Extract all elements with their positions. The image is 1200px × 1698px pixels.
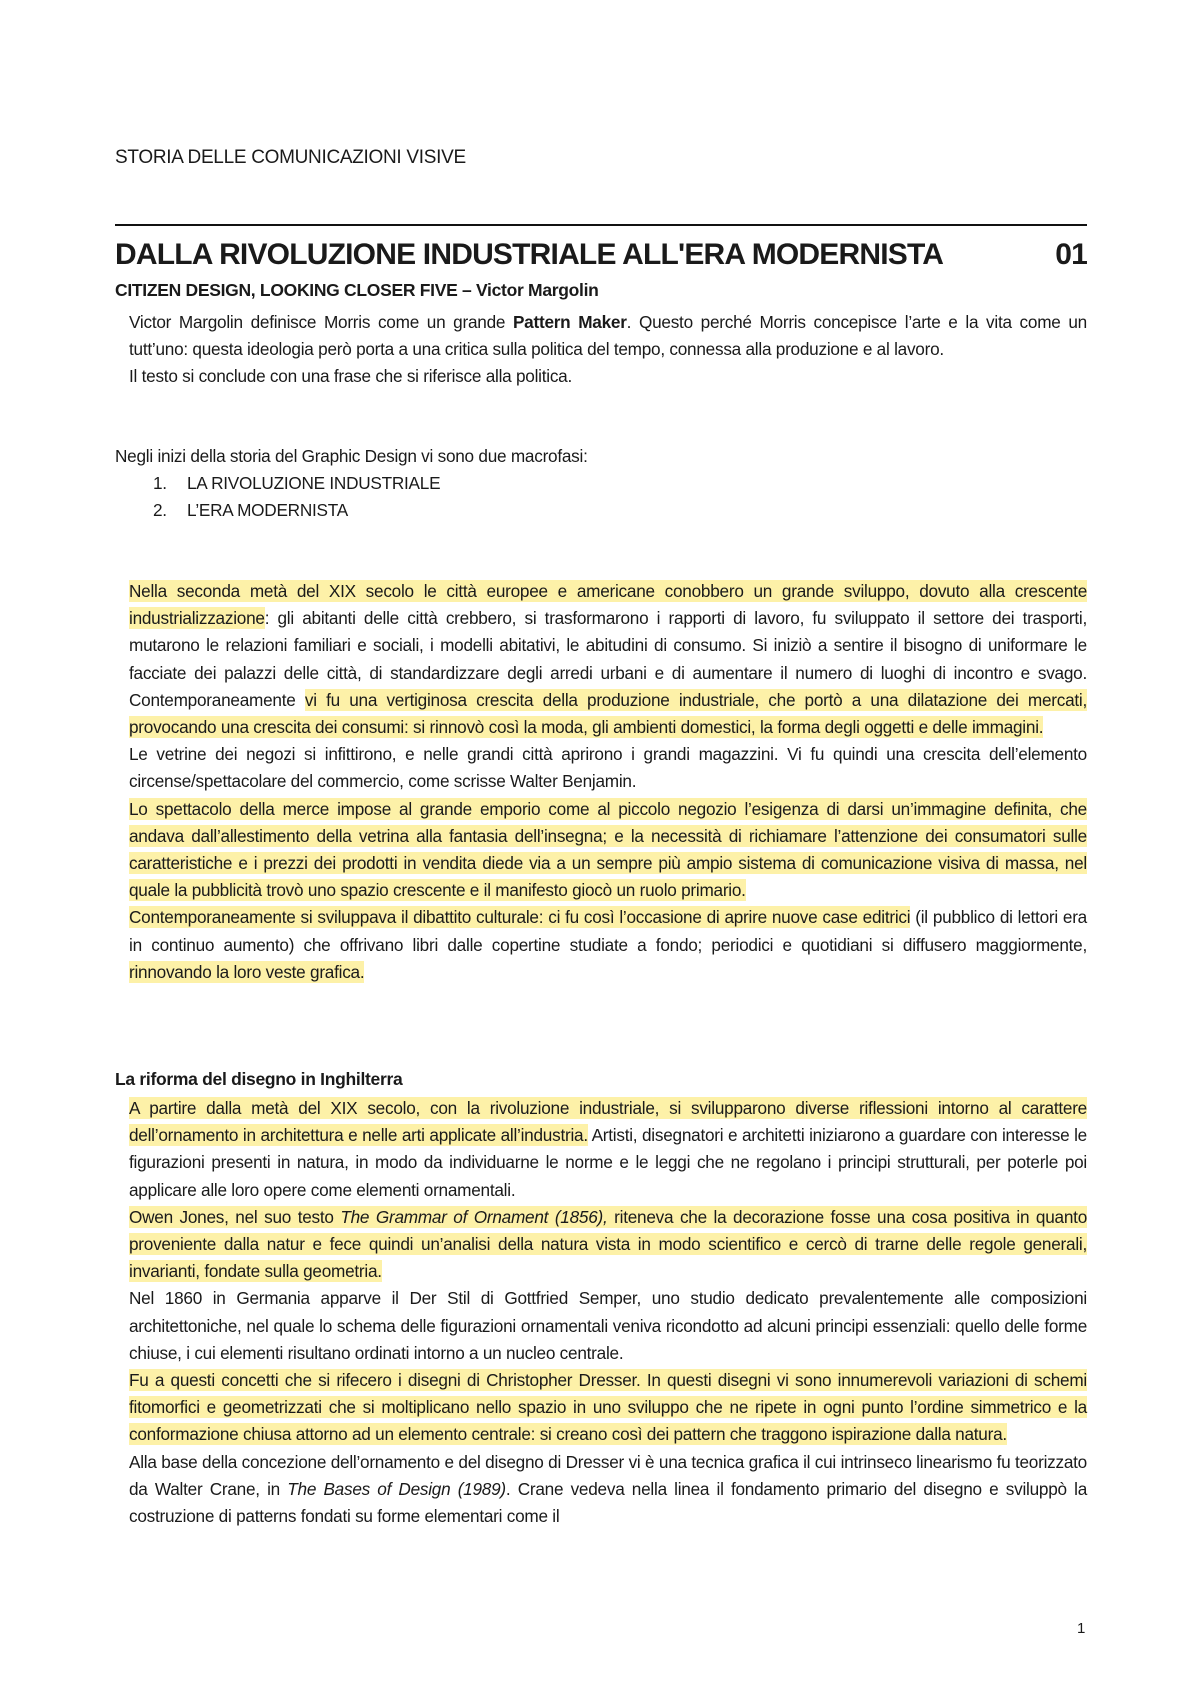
section2-block: [129, 1095, 1087, 1530]
list-item: 1. LA RIVOLUZIONE INDUSTRIALE: [153, 473, 441, 494]
chapter-heading: [115, 238, 1087, 272]
highlighted-text: Contemporaneamente si sviluppava il dibattito culturale: ci fu così l’occasione di aprire nuove case editrici: [129, 907, 911, 928]
reference-heading: CITIZEN DESIGN, LOOKING CLOSER FIVE – Victor Margolin: [115, 280, 599, 300]
highlighted-text: Fu a questi concetti che si rifecero i disegni di Christopher Dresser. In questi disegni vi sono innumerevoli variazioni di schemi fitomorfici e geometrizzati che si moltiplicano nello spazio in uno sviluppo che ne ripete in ogni punto l’ordine simmetrico e la conformazione chiusa attorno ad un elemento centrale: si creano così dei pattern che traggono ispirazione dalla natura.: [129, 1370, 1087, 1445]
phases-block: [115, 443, 1087, 525]
book-title: The Bases of Design (1989): [287, 1478, 506, 1499]
highlighted-text: Nella seconda metà del XIX secolo le città europee e americane conobbero un grande sviluppo, dovuto alla crescente industrializzazione: [129, 581, 1087, 629]
section1-paragraph-3: [129, 796, 1087, 905]
intro-paragraph-1: Victor Margolin definisce Morris come un grande Pattern Maker. Questo perché Morris concepisce l’arte e la vita come un tutt’uno: questa ideologia però porta a una critica sulla politica del tempo, connessa alla produzione e al lavoro.: [129, 312, 1087, 360]
phases-lead: Negli inizi della storia del Graphic Design vi sono due macrofasi:: [115, 446, 588, 466]
intro-paragraph-2: Il testo si conclude con una frase che si riferisce alla politica.: [129, 366, 573, 387]
list-item: 2. L’ERA MODERNISTA: [153, 500, 348, 521]
highlighted-text: Lo spettacolo della merce impose al grande emporio come al piccolo negozio l’esigenza di darsi un’immagine definita, che andava dall’allestimento della vetrina alla fantasia dell’insegna; e la necessità di richiamare l’attenzione dei consumatori sulle caratteristiche e i prezzi dei prodotti in vendita diede via a un sempre più ampio sistema di comunicazione visiva di massa, nel quale la pubblicità trovò uno spazio crescente e il manifesto giocò un ruolo primario.: [129, 798, 1087, 901]
section2-paragraph-5: Alla base della concezione dell’ornamento e del disegno di Dresser vi è una tecnica grafica il cui intrinseco linearismo fu teorizzato da Walter Crane, in The Bases of Design (1989). Crane vedeva nella linea il fondamento primario del disegno e sviluppò la costruzione di patterns fondati su forme elementari come il: [129, 1451, 1088, 1527]
section2-paragraph-1: A partire dalla metà del XIX secolo, con la rivoluzione industriale, si svilupparono diverse riflessioni intorno al carattere dell’ornamento in architettura e nelle arti applicate all’industria. Artisti, disegnatori e architetti iniziarono a guardare con interesse le figurazioni presenti in natura, in modo da individuarne le norme e le leggi che ne regolano i principi strutturali, per poterle poi applicare alle loro opere come elementi ornamentali.: [129, 1098, 1087, 1200]
section2-paragraph-3: Nel 1860 in Germania apparve il Der Stil di Gottfried Semper, uno studio dedicato prevalentemente alle composizioni architettoniche, nel quale lo schema delle figurazioni ornamentali veniva ricondotto ad alcuni principi essenziali: quello delle forme chiuse, i cui elementi risultano ordinati intorno a un nucleo centrale.: [129, 1288, 1087, 1363]
section2-paragraph-4: [129, 1367, 1087, 1449]
page-number: 1: [1077, 1620, 1086, 1637]
section2-paragraph-2: [129, 1204, 1087, 1286]
intro-block: [129, 309, 1087, 391]
section1-paragraph-2: Le vetrine dei negozi si infittirono, e nelle grandi città aprirono i grandi magazzini. Vi fu quindi una crescita dell’elemento circense/spettacolare del commercio, come scrisse Walter Benjamin.: [129, 744, 1087, 792]
highlighted-text: vi fu una vertiginosa crescita della produzione industriale, che portò a una dilatazione dei mercati, provocando una crescita dei consumi: si rinnovò così la moda, gli ambienti domestici, la forma degli oggetti e delle immagini.: [129, 689, 1087, 738]
highlighted-text: rinnovando la loro veste grafica.: [129, 961, 365, 982]
book-title: The Grammar of Ornament (1856),: [340, 1206, 608, 1227]
highlighted-text: Owen Jones, nel suo testo The Grammar of Ornament (1856), riteneva che la decorazione fosse una cosa positiva in quanto proveniente dalla natur e fece quindi un’analisi della natura vista in modo scientifico e cercò di trarne delle regole generali, invarianti, fondate sulla geometria.: [129, 1206, 1087, 1282]
chapter-number: 01: [1055, 238, 1087, 271]
course-title: STORIA DELLE COMUNICAZIONI VISIVE: [115, 147, 466, 168]
title-rule: [115, 224, 1087, 226]
section1-paragraph-1: Nella seconda metà del XIX secolo le città europee e americane conobbero un grande sviluppo, dovuto alla crescente industrializzazione: gli abitanti delle città crebbero, si trasformarono i rapporti di lavoro, fu sviluppato il settore dei trasporti, mutarono le relazioni familiari e sociali, i modelli abitativi, le abitudini di consumo. Si iniziò a sentire il bisogno di uniformare le facciate dei palazzi delle città, di standardizzare degli arredi urbani e di aumentare il numero di luoghi di incontro e svago. Contemporaneamente vi fu una vertiginosa crescita della produzione industriale, che portò a una dilatazione dei mercati, provocando una crescita dei consumi: si rinnovò così la moda, gli ambienti domestici, la forma degli oggetti e delle immagini.: [129, 581, 1087, 738]
highlighted-text: A partire dalla metà del XIX secolo, con la rivoluzione industriale, si svilupparono diverse riflessioni intorno al carattere dell’ornamento in architettura e nelle arti applicate all’industria.: [129, 1098, 1087, 1146]
section1-paragraph-4: Contemporaneamente si sviluppava il dibattito culturale: ci fu così l’occasione di aprire nuove case editrici (il pubblico di lettori era in continuo aumento) che offrivano libri dalle copertine studiate a fondo; periodici e quotidiani si diffusero maggiormente, rinnovando la loro veste grafica.: [129, 907, 1087, 982]
section1-block: [129, 578, 1087, 986]
section2-heading: La riforma del disegno in Inghilterra: [115, 1069, 403, 1089]
pattern-maker-term: Pattern Maker: [512, 312, 627, 332]
chapter-title: DALLA RIVOLUZIONE INDUSTRIALE ALL'ERA MODERNISTA: [115, 238, 944, 271]
phases-list: [115, 470, 1087, 524]
